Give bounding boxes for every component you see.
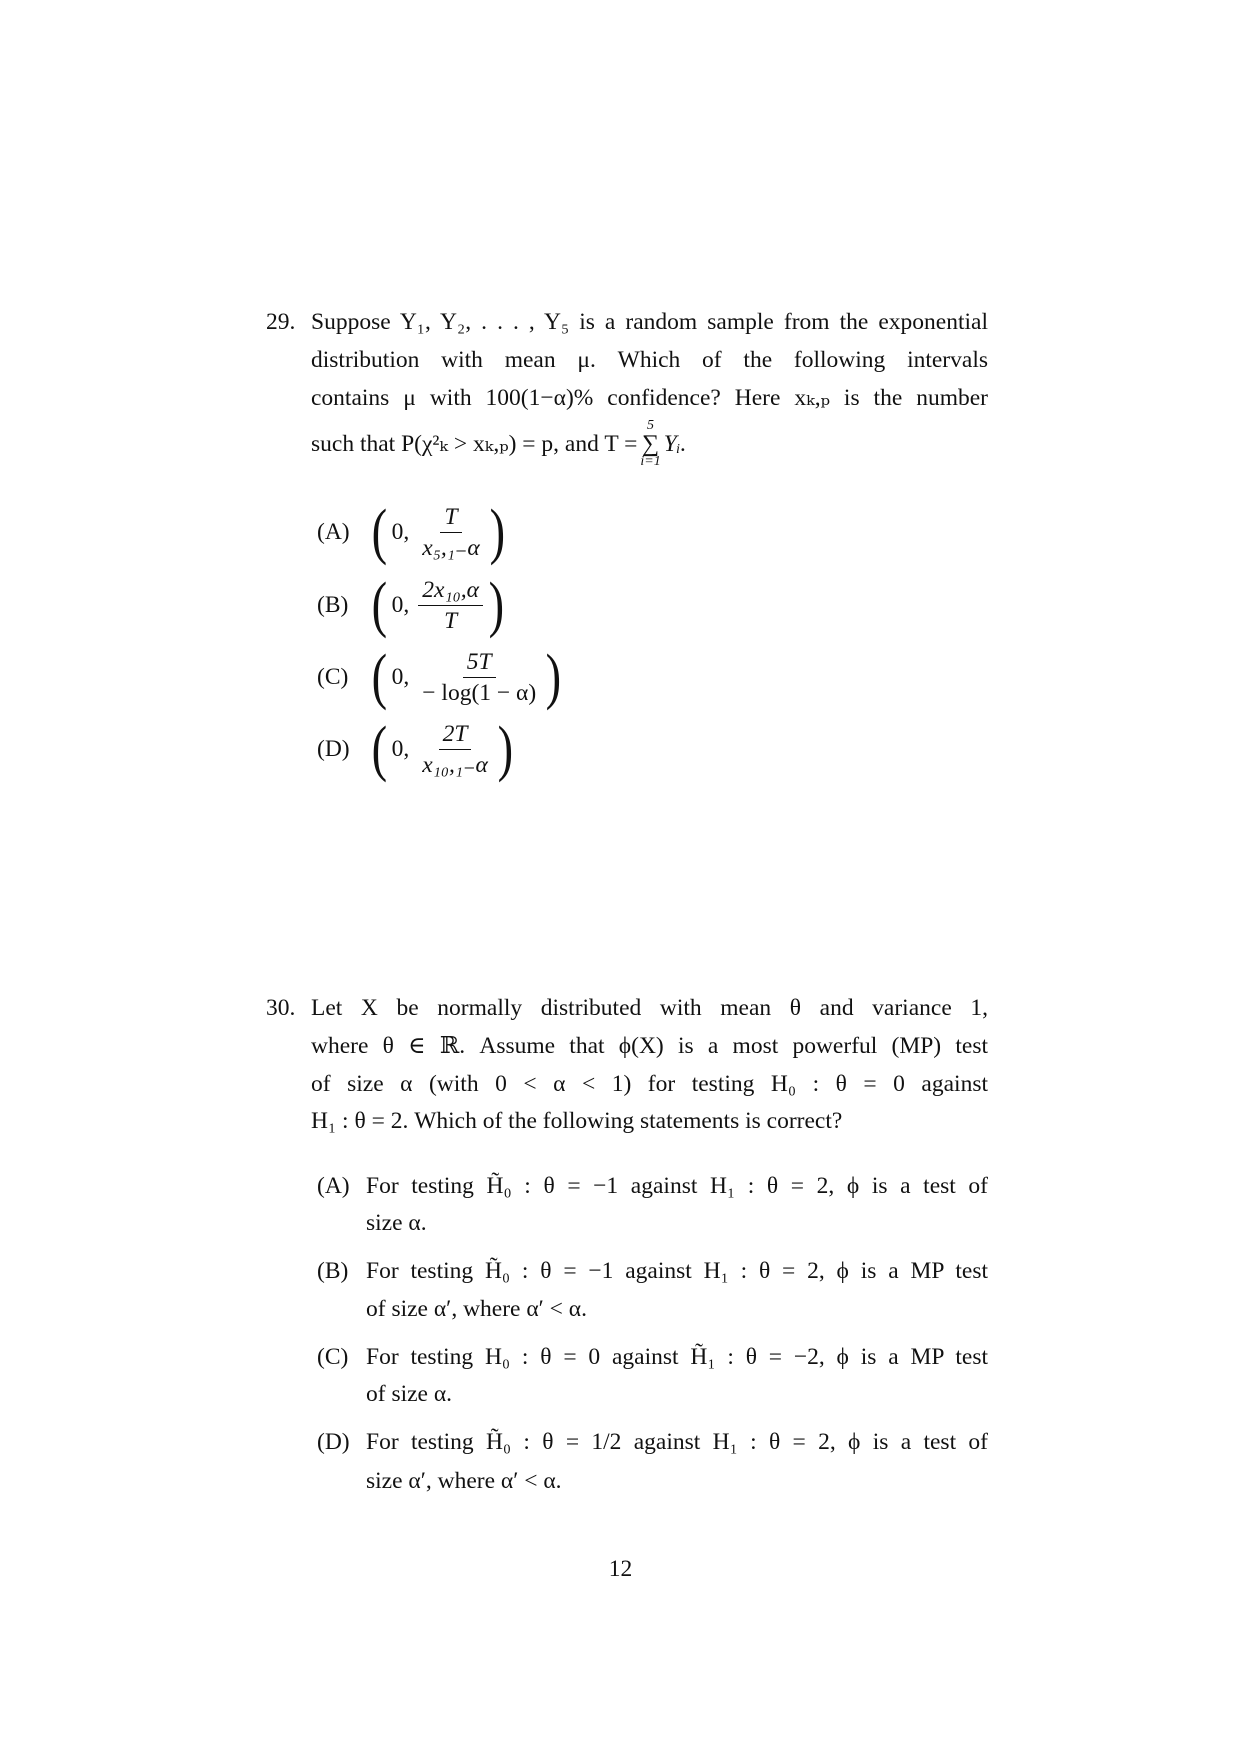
question-text-line: H₁ : θ = 2. Which of the following statements is correct? [311, 1108, 843, 1134]
interval-left: 0, [391, 735, 410, 762]
fraction [418, 721, 492, 778]
left-paren: ( [371, 498, 388, 566]
page-number: 12 [608, 1556, 633, 1582]
question-text-line: contains μ with 100(1−α)% confidence? Here xₖ,ₚ is the number [311, 385, 988, 411]
denominator: − log(1 − α) [422, 679, 537, 706]
fraction [418, 577, 483, 634]
numerator: T [440, 504, 461, 533]
interval-left: 0, [391, 591, 410, 618]
numerator: 2T [439, 721, 472, 750]
numerator: 5T [463, 649, 496, 678]
option-d[interactable] [317, 714, 516, 784]
option-label: (C) [317, 663, 349, 690]
numerator: 2x₁₀,α [418, 577, 483, 606]
interval-left: 0, [391, 518, 410, 545]
option-label: (B) [317, 591, 349, 618]
summand: Yᵢ. [663, 431, 687, 457]
option-text: For testing H̃₀ : θ = 1/2 against H₁ : θ = 2, ϕ is a test of [366, 1429, 988, 1455]
option-text: of size α′, where α′ < α. [366, 1296, 587, 1322]
option-label: (A) [317, 1173, 350, 1199]
option-b[interactable] [317, 570, 507, 640]
denominator: T [444, 607, 458, 634]
right-paren: ) [489, 498, 505, 566]
right-paren: ) [488, 571, 505, 639]
question-text-line: Let X be normally distributed with mean θ and variance 1, [311, 995, 988, 1021]
option-label: (D) [317, 735, 350, 762]
condition-text: such that P(χ²ₖ > xₖ,ₚ) = p, and T = [311, 431, 638, 457]
question-number: 30. [266, 995, 296, 1021]
option-text: size α′, where α′ < α. [366, 1468, 562, 1494]
option-c[interactable] [317, 642, 564, 712]
option-text: size α. [366, 1210, 427, 1236]
sum-lower-limit: i=1 [640, 454, 661, 469]
denominator: x₁₀,₁₋α [422, 751, 488, 778]
option-text: of size α. [366, 1381, 453, 1407]
right-paren: ) [497, 715, 513, 783]
interval-left: 0, [391, 663, 410, 690]
sum-upper-limit: 5 [647, 418, 655, 433]
question-text-line: where θ ∈ ℝ. Assume that ϕ(X) is a most powerful (MP) test [311, 1033, 988, 1059]
option-label: (D) [317, 1429, 350, 1455]
question-text-line [311, 414, 686, 474]
option-label: (A) [317, 518, 350, 545]
fraction [418, 504, 483, 561]
question-text-line: distribution with mean μ. Which of the following intervals [311, 347, 988, 373]
question-text-line: of size α (with 0 < α < 1) for testing H₀ : θ = 0 against [311, 1071, 988, 1097]
summation [640, 419, 660, 469]
right-paren: ) [545, 643, 562, 711]
option-text: For testing H̃₀ : θ = −1 against H₁ : θ = 2, ϕ is a test of [366, 1173, 988, 1199]
fraction [418, 649, 540, 706]
question-text-line: Suppose Y₁, Y₂, . . . , Y₅ is a random sample from the exponential [311, 309, 988, 335]
left-paren: ( [371, 571, 388, 639]
sum-sign: ∑ [641, 431, 660, 457]
option-text: For testing H₀ : θ = 0 against H̃₁ : θ = −2, ϕ is a MP test [366, 1344, 988, 1370]
question-number: 29. [266, 309, 296, 335]
option-text: For testing H̃₀ : θ = −1 against H₁ : θ = 2, ϕ is a MP test [366, 1258, 988, 1284]
left-paren: ( [371, 715, 388, 783]
option-label: (C) [317, 1344, 349, 1370]
option-label: (B) [317, 1258, 349, 1284]
option-a[interactable] [317, 497, 507, 567]
left-paren: ( [371, 643, 388, 711]
denominator: x₅,₁₋α [422, 534, 480, 561]
